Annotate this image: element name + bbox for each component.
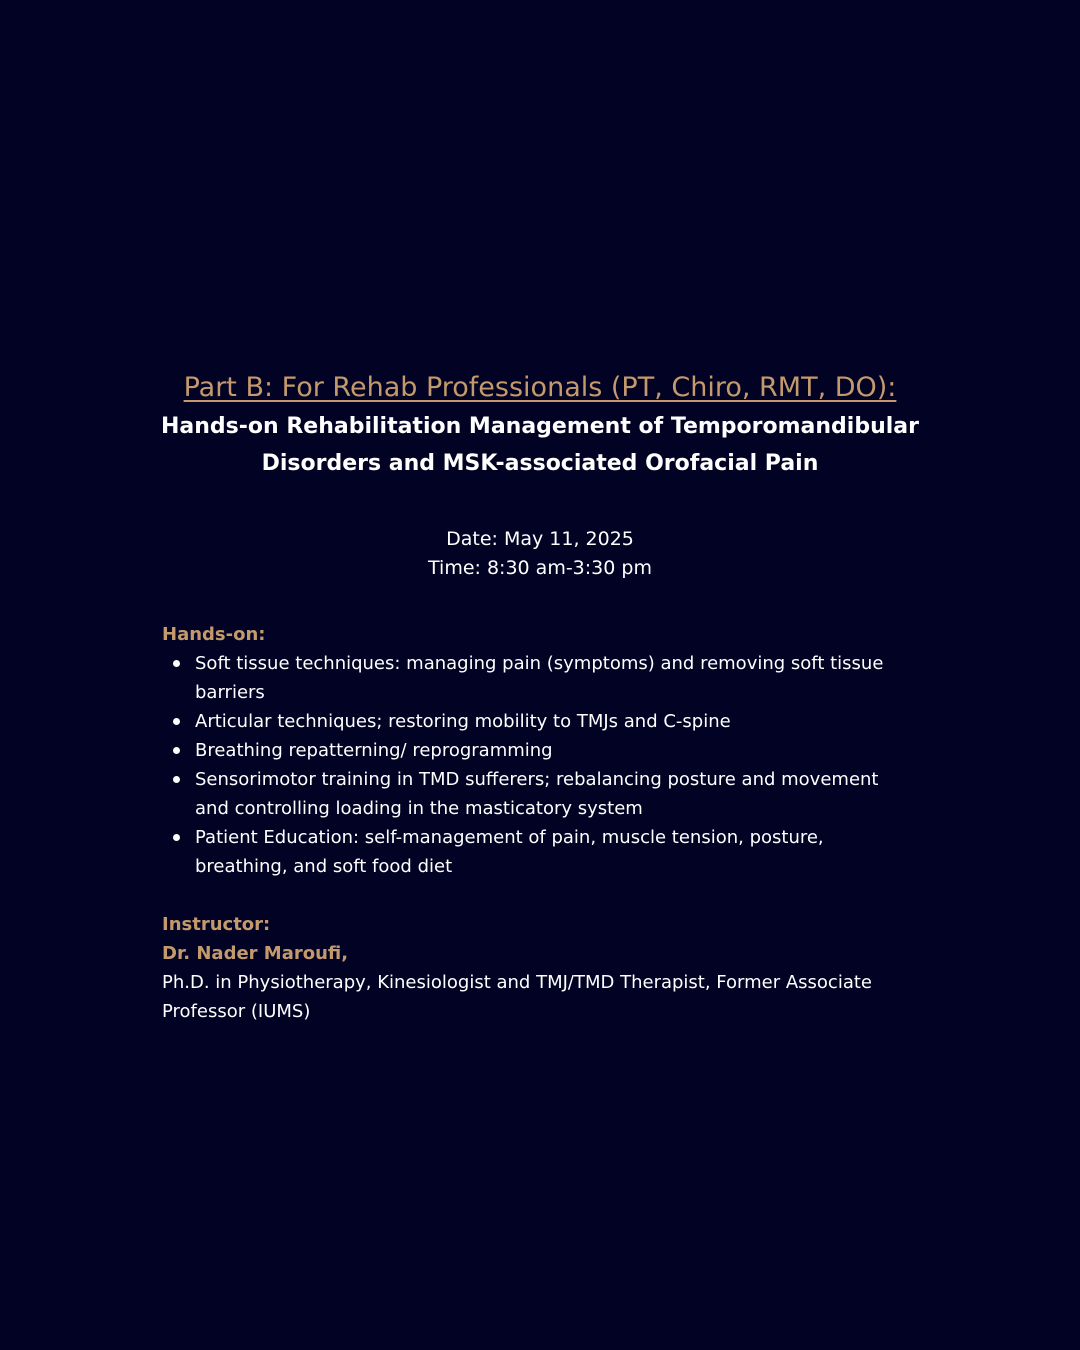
list-item-text: Breathing repatterning/ reprogramming bbox=[195, 740, 553, 761]
hands-on-label: Hands-on: bbox=[162, 624, 266, 645]
list-item-text: Articular techniques; restoring mobility to TMJs and C-spine bbox=[195, 711, 731, 732]
bullet-icon bbox=[173, 834, 180, 841]
list-item bbox=[162, 823, 922, 881]
list-item bbox=[162, 649, 922, 707]
course-subtitle bbox=[110, 408, 970, 482]
instructor-label: Instructor: bbox=[162, 914, 271, 935]
bullet-icon bbox=[173, 660, 180, 667]
instructor-description-line: Ph.D. in Physiotherapy, Kinesiologist and TMJ/TMD Therapist, Former Associate bbox=[162, 972, 872, 993]
list-item-text: and controlling loading in the masticatory system bbox=[195, 798, 643, 819]
list-item bbox=[162, 707, 922, 736]
hands-on-list bbox=[162, 649, 922, 881]
bullet-icon bbox=[173, 718, 180, 725]
subtitle-line: Hands-on Rehabilitation Management of Temporomandibular bbox=[161, 414, 919, 439]
subtitle-line: Disorders and MSK-associated Orofacial Pain bbox=[261, 451, 819, 476]
part-title: Part B: For Rehab Professionals (PT, Chiro, RMT, DO): bbox=[183, 372, 897, 403]
bullet-icon bbox=[173, 747, 180, 754]
instructor-description-line: Professor (IUMS) bbox=[162, 1001, 311, 1022]
instructor-name: Dr. Nader Maroufi, bbox=[162, 943, 349, 964]
bullet-icon bbox=[173, 776, 180, 783]
list-item-text: breathing, and soft food diet bbox=[195, 856, 453, 877]
list-item bbox=[162, 736, 922, 765]
list-item-text: Patient Education: self-management of pain, muscle tension, posture, bbox=[195, 827, 824, 848]
list-item bbox=[162, 765, 922, 823]
course-time: Time: 8:30 am-3:30 pm bbox=[428, 557, 652, 579]
list-item-text: Sensorimotor training in TMD sufferers; rebalancing posture and movement bbox=[195, 769, 879, 790]
list-item-text: barriers bbox=[195, 682, 265, 703]
instructor-description bbox=[162, 968, 942, 1026]
course-date: Date: May 11, 2025 bbox=[446, 528, 634, 550]
schedule bbox=[0, 525, 1080, 583]
list-item-text: Soft tissue techniques: managing pain (symptoms) and removing soft tissue bbox=[195, 653, 884, 674]
